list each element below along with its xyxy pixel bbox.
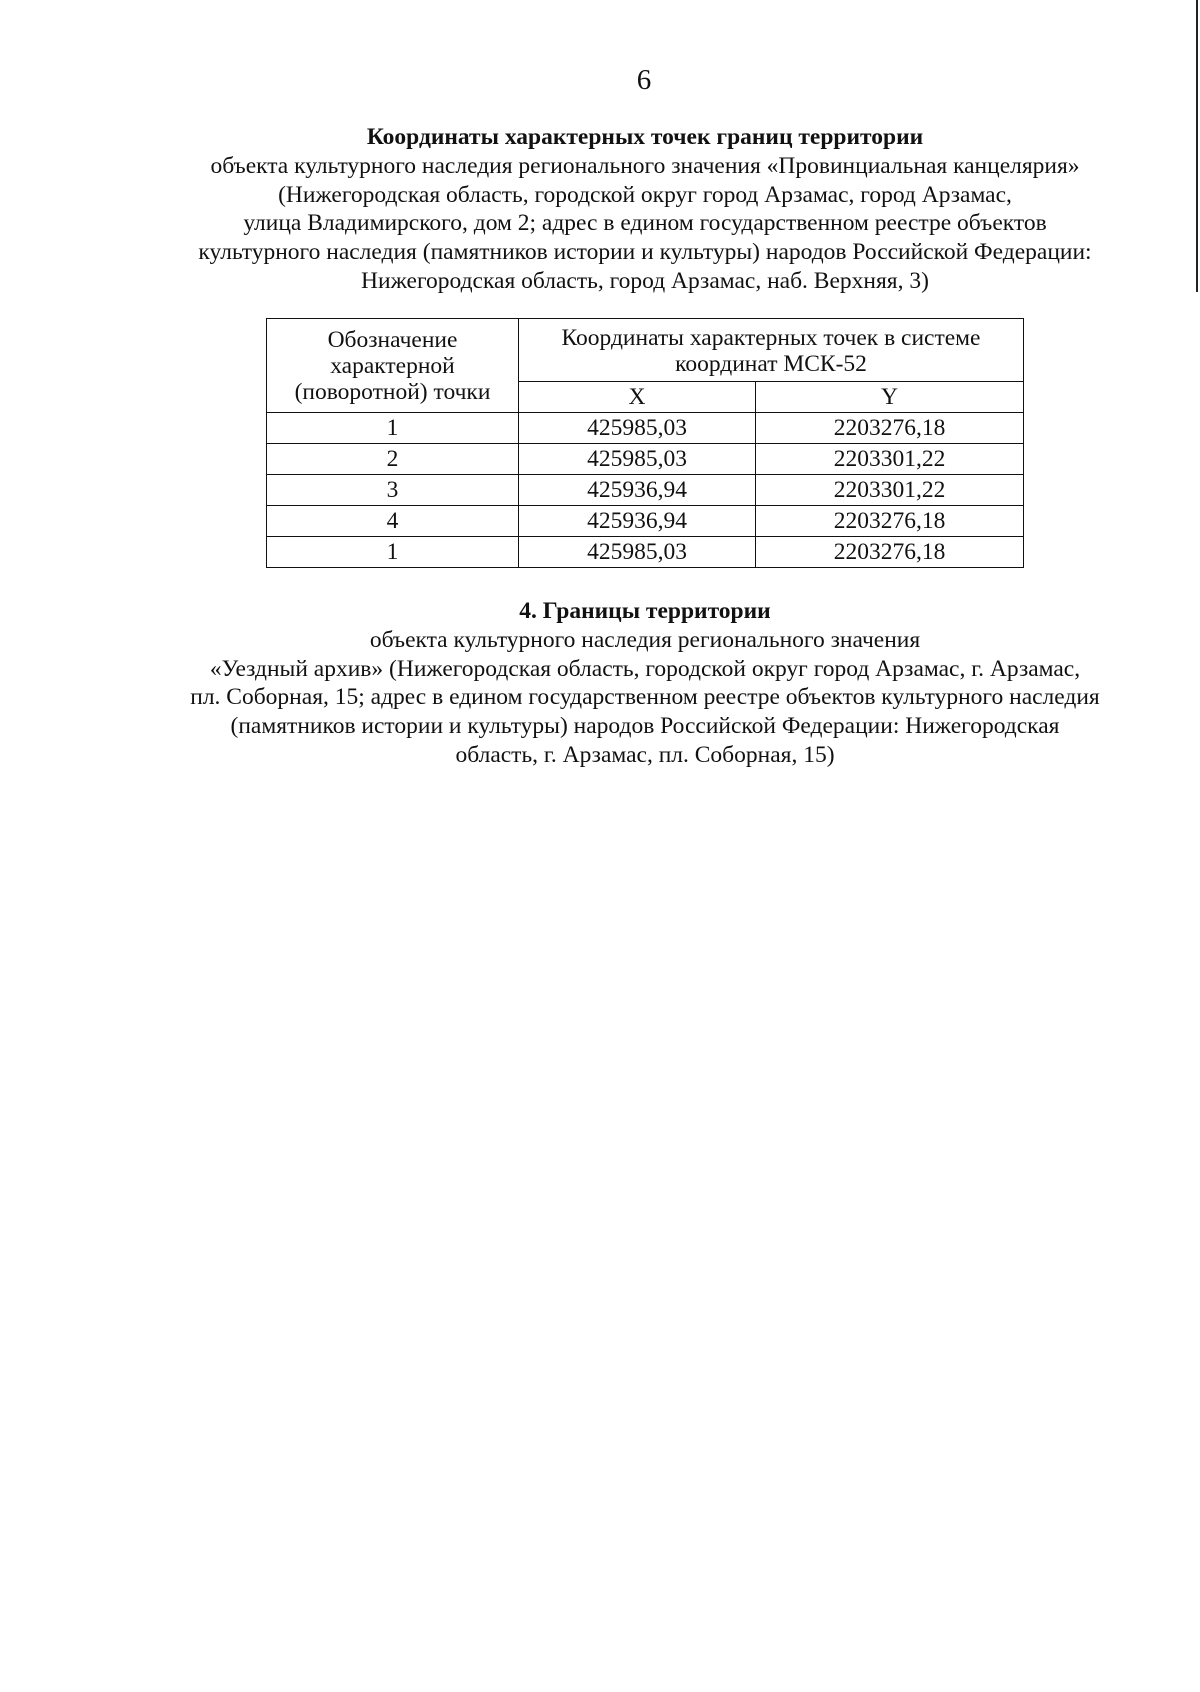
point-column-header xyxy=(267,319,519,413)
x-cell: 425985,03 xyxy=(519,537,756,568)
point-cell: 3 xyxy=(267,475,519,506)
point-cell: 1 xyxy=(267,537,519,568)
section-4-description-line: область, г. Арзамас, пл. Соборная, 15) xyxy=(455,741,835,768)
coordinates-description-line: улица Владимирского, дом 2; адрес в едином государственном реестре объектов xyxy=(243,210,1047,237)
x-cell: 425985,03 xyxy=(519,413,756,444)
coordinates-description-line: объекта культурного наследия регионального значения «Провинциальная канцелярия» xyxy=(210,152,1080,179)
section-4-description-line: объекта культурного наследия регионального значения xyxy=(369,626,921,653)
y-cell: 2203301,22 xyxy=(756,475,1024,506)
point-header-line: (поворотной) точки xyxy=(294,378,491,405)
y-cell: 2203276,18 xyxy=(756,537,1024,568)
point-cell: 4 xyxy=(267,506,519,537)
table-row xyxy=(267,475,1024,506)
x-cell: 425985,03 xyxy=(519,444,756,475)
x-cell: 425936,94 xyxy=(519,475,756,506)
y-cell: 2203276,18 xyxy=(756,506,1024,537)
coordinates-description-line: культурного наследия (памятников истории и культуры) народов Российской Федерации: xyxy=(198,239,1092,266)
table-row xyxy=(267,537,1024,568)
table-row xyxy=(267,413,1024,444)
x-cell: 425936,94 xyxy=(519,506,756,537)
section-4-description-line: «Уездный архив» (Нижегородская область, городской округ город Арзамас, г. Арзамас, xyxy=(209,655,1081,682)
scan-edge-line xyxy=(1196,0,1198,292)
section-4-description-line: пл. Соборная, 15; адрес в едином государственном реестре объектов культурного наследия xyxy=(190,684,1100,711)
table-row xyxy=(267,444,1024,475)
group-header-line: Координаты характерных точек в системе xyxy=(561,325,981,351)
x-column-header: X xyxy=(519,382,756,413)
section-4-description-line: (памятников истории и культуры) народов Российской Федерации: Нижегородская xyxy=(230,713,1060,740)
coordinates-title: Координаты характерных точек границ территории xyxy=(366,124,924,150)
y-cell: 2203276,18 xyxy=(756,413,1024,444)
coordinates-table xyxy=(266,318,1024,568)
point-header-line: Обозначение xyxy=(327,326,458,353)
page-number: 6 xyxy=(636,64,652,96)
y-cell: 2203301,22 xyxy=(756,444,1024,475)
point-cell: 2 xyxy=(267,444,519,475)
coordinates-heading-block xyxy=(160,123,1130,296)
section-4-heading-block xyxy=(160,597,1130,770)
coordinates-description-line: (Нижегородская область, городской округ город Арзамас, город Арзамас, xyxy=(278,181,1012,208)
point-cell: 1 xyxy=(267,413,519,444)
point-header-line: характерной xyxy=(330,352,455,379)
coordinates-group-header xyxy=(519,319,1024,382)
section-4-title: 4. Границы территории xyxy=(519,598,771,624)
table-row xyxy=(267,506,1024,537)
group-header-line: координат МСК-52 xyxy=(675,351,867,377)
table-header-row xyxy=(267,319,1024,382)
y-column-header: Y xyxy=(756,382,1024,413)
coordinates-description-line: Нижегородская область, город Арзамас, наб. Верхняя, 3) xyxy=(361,267,929,294)
